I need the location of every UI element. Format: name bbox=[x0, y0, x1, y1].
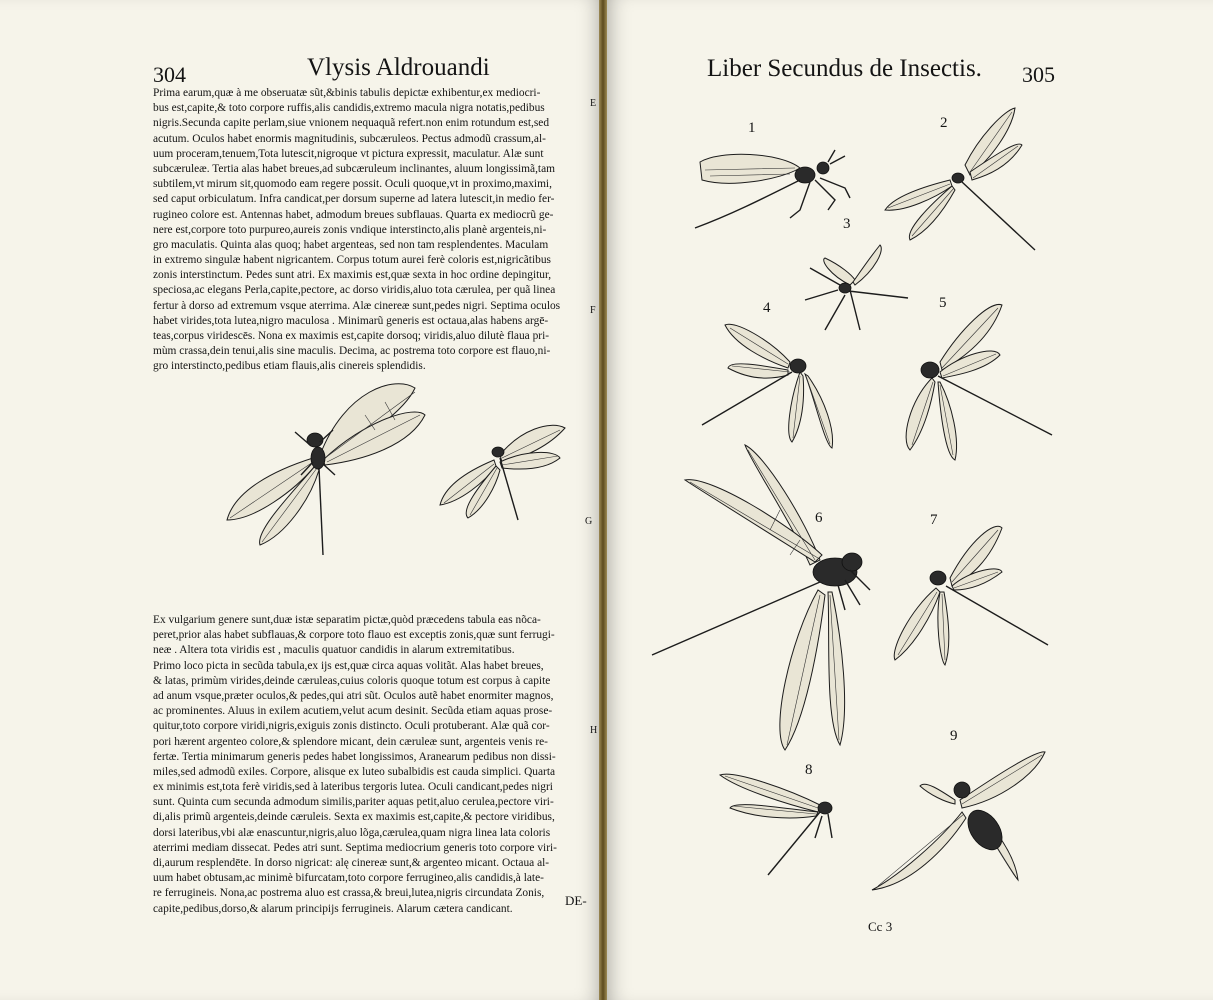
dragonfly-illustration-left-b bbox=[440, 425, 565, 520]
left-paragraph-1 bbox=[153, 86, 593, 375]
figure-number-9: 9 bbox=[950, 728, 958, 744]
text-line: fertæ. Tertia minimarum generis pedes habet longissimos, Aranearum pedibus non dissi- bbox=[153, 750, 556, 763]
text-line: gro interstincto,pedibus etiam flauis,alis cinereis splendidis. bbox=[153, 360, 426, 373]
margin-letter-g: G bbox=[585, 516, 593, 527]
text-line: acutum. Oculos habet enormis magnitudinis, subcæruleos. Pectus admodũ crassum,al- bbox=[153, 132, 546, 145]
dragonfly-illustration-4 bbox=[702, 324, 833, 448]
text-line: sed caput orbiculatum. Infra candicat,per dorsum superne ad latera lutescit,in medio fer- bbox=[153, 193, 555, 206]
figure-number-1: 1 bbox=[748, 120, 756, 136]
left-paragraph-2 bbox=[153, 613, 593, 917]
left-page-number: 304 bbox=[153, 62, 186, 87]
text-line: sunt. Quinta cum secunda admodum similis,pariter aquas petit,aluo cerulea,pectore viri- bbox=[153, 796, 554, 809]
margin-letter-h: H bbox=[590, 725, 598, 736]
left-dragonfly-illustration-pair bbox=[215, 370, 595, 570]
text-line: capite,pedibus,dorso,& alarum principijs ferrugineis. Alarum cætera candicant. bbox=[153, 902, 513, 915]
text-line: Primo loco picta in secũda tabula,ex ijs est,quæ circa aquas volitãt. Alas habet breues, bbox=[153, 659, 544, 672]
text-line: miles,sed admodũ exiles. Corpore, alisque ex luteo subalbidis est cauda simplici. Quarta bbox=[153, 765, 556, 778]
text-line: peret,prior alas habet subflauas,& corpore toto flauo est exceptis zonis,quæ sunt ferrugi- bbox=[153, 629, 555, 642]
text-line: uum habet obtusam,ac minimè bifurcatam,toto corpore ferrugineo,alis candidis,à late- bbox=[153, 872, 544, 885]
dragonfly-illustration-5 bbox=[906, 304, 1052, 460]
margin-letter-e: E bbox=[590, 98, 597, 109]
figure-number-4: 4 bbox=[763, 300, 771, 316]
text-line: & latas, primùm virides,deinde cæruleas,cuius coloris quoque totum est corpus à capite bbox=[153, 674, 551, 687]
text-line: ac prominentes. Aluus in exilem acutiem,velut acum desinit. Secũda etiam aquas prose- bbox=[153, 705, 553, 718]
text-line: neæ . Altera tota viridis est , maculis quatuor candidis in alarum extremitatibus. bbox=[153, 644, 515, 657]
text-line: fertur à dorso ad extremum vsque aterrima. Alæ cinereæ sunt,pedes nigri. Septima oculos bbox=[153, 299, 561, 312]
left-running-head: Vlysis Aldrouandi bbox=[307, 54, 490, 81]
signature-mark: Cc 3 bbox=[868, 919, 893, 934]
text-line: subcæruleæ. Tertia alas habet breues,ad subcæruleum inclinantes, aluum longissimã,tam bbox=[153, 162, 555, 175]
text-line: nigris.Secunda capite perlam,siue vnionem nequaquã refert.non enim rotundum est,sed bbox=[153, 117, 550, 130]
text-line: pori hærent argenteo colore,& splendore micant, dein cæruleæ sunt, argenteis venis re- bbox=[153, 735, 548, 748]
dragonfly-illustration-1 bbox=[695, 150, 850, 228]
dragonfly-illustration-9 bbox=[872, 752, 1045, 890]
book-gutter bbox=[599, 0, 607, 1000]
figure-number-7: 7 bbox=[930, 512, 938, 528]
text-line: uum proceram,tenuem,Tota lutescit,nigroque vt pictura expressit, maculatur. Alæ sunt bbox=[153, 147, 544, 160]
text-line: dorsi lateribus,vbi alæ enascuntur,nigris,aluo lõga,cærulea,quam nigra linea lata coloris bbox=[153, 826, 551, 839]
text-line: rugineo colore est. Antennas habet, admodum breues subflauas. Quarta ex mediocrũ ge- bbox=[153, 208, 554, 221]
text-line: di,aurum resplendēte. In dorso nigricat: alę cinereæ sunt,& argenteo micant. Octaua al- bbox=[153, 857, 550, 869]
figure-number-8: 8 bbox=[805, 762, 813, 778]
margin-letter-f: F bbox=[590, 305, 596, 316]
text-line: teas,corpus viridescēs. Nona ex maximis est,capite dorsoq; viridis,aluo dilutè flaua pri- bbox=[153, 330, 550, 342]
text-line: gro maculatis. Quinta alas quoq; habet argenteas, sed non tam resplendentes. Maculam bbox=[153, 238, 549, 251]
text-line: subtilem,vt mirum sit,quomodo eam regere possit. Oculi quoque,vt in proximo,maximi, bbox=[153, 178, 552, 191]
dragonfly-illustration-7 bbox=[894, 526, 1048, 665]
right-page-number: 305 bbox=[1022, 62, 1055, 87]
dragonfly-illustration-3 bbox=[805, 245, 908, 330]
text-line: ex minimis est,tota ferè viridis,sed à lateribus tergoris lutea. Oculi candicant,pedes nigri bbox=[153, 781, 553, 794]
text-line: di,alis primũ argenteis,deinde cæruleis. Sexta ex maximis est,capite,& pectore viridibus, bbox=[153, 811, 555, 824]
right-dragonfly-plate bbox=[640, 100, 1080, 900]
catchword: DE- bbox=[565, 893, 587, 908]
text-line: Ex vulgarium genere sunt,duæ istæ separatim pictæ,quòd præcedens tabula eas nõca- bbox=[153, 614, 541, 626]
text-line: nere est,corpore toto purpureo,aureis zonis vndique interstincto,alis planè argenteis,ni- bbox=[153, 223, 547, 236]
text-line: bus est,capite,& toto corpore ruffis,alis candidis,extremo macula nigra notatis,pedibus bbox=[153, 102, 545, 115]
text-line: zonis interstinctum. Pedes sunt atri. Ex maximis est,quæ sexta in hoc ordine depingitur, bbox=[153, 269, 552, 282]
figure-number-2: 2 bbox=[940, 115, 948, 131]
dragonfly-illustration-left-a bbox=[227, 384, 425, 555]
text-line: ad anum vsque,præter oculos,& pedes,qui atri sũt. Oculos autẽ habet enormiter magnos, bbox=[153, 689, 554, 702]
text-line: re ferrugineis. Nona,ac postrema aluo est crassa,& breui,lutea,nigris circundata Zonis, bbox=[153, 887, 545, 900]
figure-number-6: 6 bbox=[815, 510, 823, 526]
text-line: mùm crassa,dein tenui,alis sine maculis. Decima, ac postrema toto corpore est flauo,ni- bbox=[153, 345, 551, 358]
text-line: in extremo singulæ habent nigricantem. Corpus totum aurei ferè coloris est,nigricãtibus bbox=[153, 254, 551, 267]
figure-number-5: 5 bbox=[939, 295, 947, 311]
text-line: habet virides,tota lutea,nigro maculosa . Minimarũ generis est octaua,alas habens argē- bbox=[153, 314, 549, 327]
figure-number-3: 3 bbox=[843, 216, 851, 232]
text-line: Prima earum,quæ à me obseruatæ sũt,&binis tabulis depictæ exhibentur,ex mediocri- bbox=[153, 87, 541, 99]
text-line: speciosa,ac elegans Perla,capite,pectore, ac dorso viridis,aluo tota cærulea, per quã linea bbox=[153, 284, 556, 297]
dragonfly-illustration-2 bbox=[885, 108, 1035, 250]
right-running-head: Liber Secundus de Insectis. bbox=[707, 55, 982, 82]
dragonfly-illustration-8 bbox=[720, 774, 832, 875]
text-line: quitur,toto corpore viridi,nigris,exiguis zonis distincto. Oculi protuberant. Alæ quã cor- bbox=[153, 720, 550, 733]
dragonfly-illustration-6 bbox=[652, 445, 870, 750]
text-line: aterrimi mediam dissecat. Pedes atri sunt. Septima mediocrium generis toto corpore viri- bbox=[153, 841, 557, 854]
